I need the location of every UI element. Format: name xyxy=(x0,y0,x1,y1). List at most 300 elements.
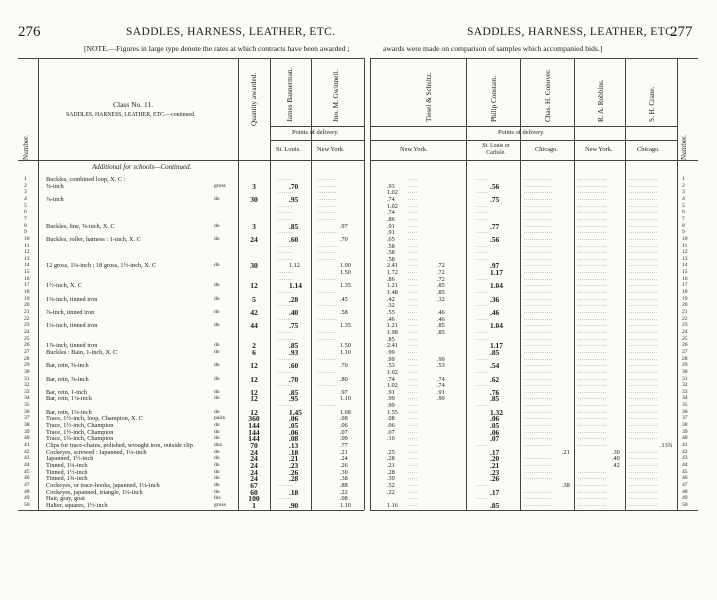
bid-tiesel-1: .58 xyxy=(387,255,395,263)
bid-gwinnell: .21 xyxy=(340,448,348,456)
table-top-rule-left xyxy=(18,58,364,59)
leader-dots: ..... xyxy=(408,176,418,182)
row-number-right: 46 xyxy=(682,475,688,482)
row-number-right: 15 xyxy=(682,269,688,276)
leader-dots: ............... xyxy=(629,395,658,402)
leader-dots: ............... xyxy=(524,395,553,402)
item-unit: do xyxy=(214,282,220,289)
item-description: 1⅛-inch, tinned iron xyxy=(46,295,98,303)
row-number-right: 49 xyxy=(682,495,688,502)
leader-dots: ............... xyxy=(524,182,553,189)
bid-tiesel-2: .72 xyxy=(437,275,445,283)
row-number-left: 4 xyxy=(24,195,27,202)
bid-tiesel-2: .53 xyxy=(437,362,445,370)
leader-dots: ........ xyxy=(278,481,294,488)
leader-dots: ............... xyxy=(524,295,553,302)
bid-tiesel-1: .58 xyxy=(387,249,395,257)
bid-constam: .17 xyxy=(490,447,500,457)
leader-dots: ............... xyxy=(629,488,658,495)
bid-tiesel-2: .74 xyxy=(437,382,445,390)
leader-dots: ..... xyxy=(408,395,418,402)
leader-dots: ............... xyxy=(524,388,553,395)
bid-tiesel-1: .99 xyxy=(387,348,395,356)
bid-bannerman: .23 xyxy=(289,460,299,470)
bid-tiesel-1: .91 xyxy=(387,388,395,396)
points-of-delivery-right: Points of delivery. xyxy=(498,129,545,136)
leader-dots: ...... xyxy=(476,328,488,335)
leader-dots: ............... xyxy=(524,355,553,362)
right-page-number: 277 xyxy=(670,24,693,40)
bid-bannerman: .18 xyxy=(289,487,299,497)
points-of-delivery-left: Points of delivery. xyxy=(292,129,339,136)
leader-dots: ........ xyxy=(278,275,294,282)
bid-tiesel-1: .91 xyxy=(387,229,395,237)
leader-dots: ..... xyxy=(408,215,418,222)
row-number-left: 2 xyxy=(24,182,27,189)
row-number-right: 18 xyxy=(682,289,688,296)
item-description: ⅞-inch, tinned iron xyxy=(46,309,95,316)
bid-tiesel-1: .42 xyxy=(387,295,395,303)
quantity-awarded: 3 xyxy=(252,181,256,191)
leader-dots: ..... xyxy=(408,235,418,242)
rpoint-chicago-2: Chicago. xyxy=(637,146,660,153)
leader-dots: ............... xyxy=(524,189,553,196)
row-number-left: 37 xyxy=(24,415,30,422)
row-number-right: 42 xyxy=(682,448,688,455)
quantity-awarded: 360 xyxy=(248,414,260,424)
leader-dots: ............... xyxy=(629,262,658,269)
leader-dots: ...... xyxy=(476,315,488,322)
row-number-left: 42 xyxy=(24,448,30,455)
quantity-awarded: 30 xyxy=(250,194,258,204)
bid-constam: .85 xyxy=(490,394,500,404)
leader-dots: ............... xyxy=(524,255,553,262)
leader-dots: ............... xyxy=(578,348,607,355)
leader-dots: ........ xyxy=(278,242,294,249)
bid-constam: 1.32 xyxy=(490,407,503,417)
leader-dots: ..... xyxy=(408,295,418,302)
item-description: Buckles, combined loop, X. C : xyxy=(46,176,126,183)
leader-dots: ............... xyxy=(524,302,553,309)
quantity-awarded: 12 xyxy=(250,361,258,371)
leader-dots: ............... xyxy=(578,368,607,375)
item-unit: do xyxy=(214,295,220,302)
leader-dots: ............... xyxy=(524,475,553,482)
bid-tiesel-1: .91 xyxy=(387,222,395,230)
leader-dots: ..... xyxy=(408,242,418,249)
leader-dots: ..... xyxy=(408,255,418,262)
right-note: awards were made on comparison of samples which accompanied bids.] xyxy=(383,44,603,53)
bid-gwinnell: .08 xyxy=(340,415,348,423)
bid-bannerman: .70 xyxy=(289,374,299,384)
row-number-left: 22 xyxy=(24,315,30,322)
leader-dots: ........ xyxy=(278,215,294,222)
bid-bannerman: .40 xyxy=(289,308,299,317)
row-number-left: 28 xyxy=(24,355,30,362)
vrule xyxy=(38,58,39,510)
bid-tiesel-1: .07 xyxy=(387,428,395,436)
bid-bannerman: .08 xyxy=(289,434,299,444)
item-description: Clips for trace-chains, polished, wrought iron, outside clip xyxy=(46,442,193,449)
bid-constam: .36 xyxy=(490,294,500,304)
row-number-left: 24 xyxy=(24,328,30,335)
leader-dots: ............... xyxy=(629,461,658,468)
point-new-york: New York. xyxy=(317,146,345,153)
leader-dots: ............... xyxy=(629,295,658,302)
row-number-right: 24 xyxy=(682,328,688,335)
item-unit: do xyxy=(214,375,220,382)
leader-dots: ............... xyxy=(524,422,553,429)
header-bottom-rule-right xyxy=(370,160,698,161)
row-number-right: 31 xyxy=(682,375,688,382)
bid-bannerman: .60 xyxy=(289,234,299,244)
row-number-left: 49 xyxy=(24,495,30,502)
leader-dots: .......... xyxy=(318,229,337,236)
bid-gwinnell: 1.68 xyxy=(340,408,351,416)
left-page-number: 276 xyxy=(18,24,41,40)
row-number-right: 17 xyxy=(682,282,688,289)
bid-bannerman: .18 xyxy=(289,447,299,457)
item-unit: do xyxy=(214,435,220,442)
leader-dots: ............... xyxy=(629,215,658,222)
leader-dots: ............... xyxy=(578,402,607,409)
quantity-awarded: 12 xyxy=(250,387,258,397)
leader-dots: ............... xyxy=(578,475,607,482)
bid-constam: .06 xyxy=(490,427,500,437)
leader-dots: .......... xyxy=(318,242,337,249)
leader-dots: ..... xyxy=(408,481,418,488)
leader-dots: ...... xyxy=(476,255,488,262)
row-number-left: 44 xyxy=(24,461,30,468)
leader-dots: ............... xyxy=(629,249,658,256)
leader-dots: ..... xyxy=(408,422,418,429)
row-number-right: 43 xyxy=(682,455,688,462)
row-number-right: 2 xyxy=(682,182,685,189)
row-number-left: 50 xyxy=(24,501,30,508)
bid-constam: .23 xyxy=(490,467,500,477)
leader-dots: ............... xyxy=(578,229,607,236)
leader-dots: ............... xyxy=(629,195,658,202)
leader-dots: ........ xyxy=(278,402,294,409)
leader-dots: ..... xyxy=(408,455,418,462)
row-number-right: 14 xyxy=(682,262,688,269)
bid-gwinnell: .06 xyxy=(340,422,348,430)
leader-dots: ............... xyxy=(578,322,607,329)
bid-constam: .54 xyxy=(490,361,500,371)
leader-dots: ............... xyxy=(524,309,553,315)
row-number-right: 21 xyxy=(682,309,688,315)
bid-constam: .85 xyxy=(490,500,500,510)
leader-dots: .......... xyxy=(318,209,337,216)
bid-robbins: .42 xyxy=(612,461,620,469)
leader-dots: ............... xyxy=(578,235,607,242)
quantity-awarded-label: Quantity awarded. xyxy=(250,72,258,126)
number-label-left: Number. xyxy=(22,135,30,160)
bid-tiesel-1: 1.02 xyxy=(387,202,398,210)
bid-tiesel-1: .74 xyxy=(387,209,395,217)
leader-dots: ............... xyxy=(524,362,553,369)
row-number-left: 29 xyxy=(24,362,30,369)
bid-gwinnell: .22 xyxy=(340,488,348,496)
bid-tiesel-2: .46 xyxy=(437,315,445,323)
bid-tiesel-1: .65 xyxy=(387,235,395,243)
leader-dots: ..... xyxy=(408,322,418,329)
bid-constam: 1.04 xyxy=(490,281,503,291)
bid-robbins: .40 xyxy=(612,455,620,463)
leader-dots: ...... xyxy=(476,275,488,282)
leader-dots: ............... xyxy=(629,415,658,422)
leader-dots: ........ xyxy=(278,209,294,216)
leader-dots: ........ xyxy=(278,355,294,362)
row-number-left: 34 xyxy=(24,395,30,402)
bid-constam: 1.17 xyxy=(490,268,503,278)
section-heading: Additional for schools—Continued. xyxy=(92,163,192,171)
bid-gwinnell: 1.50 xyxy=(340,269,351,277)
item-unit: do xyxy=(214,322,220,329)
bid-tiesel-1: .25 xyxy=(387,448,395,456)
row-number-left: 38 xyxy=(24,422,30,429)
row-number-right: 23 xyxy=(682,322,688,329)
leader-dots: ............... xyxy=(629,202,658,209)
bid-tiesel-1: 1.98 xyxy=(387,328,398,336)
row-number-left: 46 xyxy=(24,475,30,482)
row-number-right: 35 xyxy=(682,402,688,409)
leader-dots: ............... xyxy=(524,222,553,229)
leader-dots: ............... xyxy=(578,335,607,342)
quantity-awarded: 5 xyxy=(252,294,256,304)
quantity-awarded: 30 xyxy=(250,261,258,271)
leader-dots: ............... xyxy=(524,195,553,202)
leader-dots: ..... xyxy=(408,289,418,296)
leader-dots: .......... xyxy=(318,335,337,342)
leader-dots: ............... xyxy=(524,468,553,475)
header-bottom-rule-left xyxy=(18,160,364,161)
leader-dots: ...... xyxy=(476,189,488,196)
leader-dots: ............... xyxy=(524,501,553,508)
bid-tiesel-1: .10 xyxy=(387,435,395,443)
leader-dots: ............... xyxy=(629,222,658,229)
item-description: 12 gross, 1¼-inch ; 18 gross, 1½-inch, X. C xyxy=(46,262,157,270)
bid-conover: .21 xyxy=(562,448,570,456)
bid-tiesel-1: 1.55 xyxy=(387,408,398,416)
leader-dots: ............... xyxy=(524,315,553,322)
item-description: Cockeyes, japanned, triangle, 1¼-inch xyxy=(46,488,143,496)
bidder-crane: S. H. Crane. xyxy=(648,86,656,122)
leader-dots: ............... xyxy=(578,342,607,349)
bid-tiesel-1: .99 xyxy=(387,355,395,363)
quantity-awarded: 6 xyxy=(252,347,256,357)
bidder-gwinnell: Jno. M. Gwinnell. xyxy=(332,69,340,122)
leader-dots: ..... xyxy=(408,428,418,435)
row-number-right: 41 xyxy=(682,442,688,448)
row-number-left: 13 xyxy=(24,255,30,262)
quantity-awarded: 24 xyxy=(250,447,258,457)
item-description: Buckles, line, ⅝-inch, X. C xyxy=(46,222,115,230)
item-unit: do xyxy=(214,481,220,488)
leader-dots: ............... xyxy=(629,302,658,309)
leader-dots: ............... xyxy=(629,189,658,196)
leader-dots: ...... xyxy=(476,209,488,216)
item-description: 1⅞-inch, tinned iron xyxy=(46,342,98,350)
leader-dots: ..... xyxy=(408,388,418,395)
row-number-left: 33 xyxy=(24,388,30,395)
quantity-awarded: 24 xyxy=(250,454,258,464)
leader-dots: .......... xyxy=(318,402,337,409)
bid-tiesel-1: .06 xyxy=(387,422,395,430)
item-unit: do xyxy=(214,309,220,315)
row-number-right: 5 xyxy=(682,202,685,209)
row-number-right: 30 xyxy=(682,368,688,375)
row-number-left: 17 xyxy=(24,282,30,289)
quantity-awarded: 3 xyxy=(252,221,256,231)
item-unit: do xyxy=(214,235,220,242)
item-unit: do xyxy=(214,388,220,395)
item-unit: do xyxy=(214,475,220,482)
item-unit: do xyxy=(214,428,220,435)
leader-dots: ............... xyxy=(524,455,553,462)
leader-dots: ............... xyxy=(629,328,658,335)
bid-tiesel-1: .86 xyxy=(387,275,395,283)
bid-tiesel-1: .22 xyxy=(387,488,395,496)
leader-dots: ............... xyxy=(524,262,553,269)
quantity-awarded: 67 xyxy=(250,480,258,490)
leader-dots: ...... xyxy=(476,176,488,182)
item-unit: do xyxy=(214,362,220,369)
bid-tiesel-1: 1.21 xyxy=(387,282,398,290)
leader-dots: ..... xyxy=(408,468,418,475)
leader-dots: ..... xyxy=(408,488,418,495)
leader-dots: ..... xyxy=(408,362,418,369)
row-number-right: 50 xyxy=(682,501,688,508)
leader-dots: .......... xyxy=(318,368,337,375)
bid-constam: .20 xyxy=(490,454,500,464)
bid-bannerman: .95 xyxy=(289,194,299,204)
row-number-left: 26 xyxy=(24,342,30,349)
leader-dots: ............... xyxy=(629,422,658,429)
leader-dots: ............... xyxy=(578,275,607,282)
row-number-left: 35 xyxy=(24,402,30,409)
leader-dots: ............... xyxy=(629,428,658,435)
bidder-bannerman: James Bannerman. xyxy=(286,67,294,122)
leader-dots: .......... xyxy=(318,355,337,362)
leader-dots: .......... xyxy=(318,202,337,209)
row-number-right: 26 xyxy=(682,342,688,349)
bid-tiesel-1: .53 xyxy=(387,362,395,370)
leader-dots: ............... xyxy=(524,408,553,415)
leader-dots: ..... xyxy=(408,335,418,342)
leader-dots: ........ xyxy=(278,289,294,296)
item-description: Cockeyes, or trace-hooks, japanned, 1⅛-inch xyxy=(46,481,160,489)
leader-dots: ............... xyxy=(629,235,658,242)
bid-bannerman: .06 xyxy=(289,427,299,437)
bid-bannerman: .26 xyxy=(289,467,299,477)
row-number-left: 7 xyxy=(24,215,27,222)
bid-constam: .62 xyxy=(490,374,500,384)
leader-dots: ............... xyxy=(578,435,607,442)
leader-dots: ............... xyxy=(629,501,658,508)
leader-dots: ........ xyxy=(278,189,294,196)
bid-gwinnell: .08 xyxy=(340,495,348,503)
leader-dots: ..... xyxy=(408,382,418,389)
leader-dots: ...... xyxy=(476,302,488,309)
leader-dots: ..... xyxy=(408,501,418,508)
vrule xyxy=(677,58,678,510)
item-unit: do xyxy=(214,395,220,402)
leader-dots: ............... xyxy=(524,289,553,296)
item-description: Tinned, 1¾-inch xyxy=(46,475,88,483)
leader-dots: ............... xyxy=(629,468,658,475)
row-number-left: 9 xyxy=(24,229,27,236)
leader-dots: ...... xyxy=(476,355,488,362)
leader-dots: ...... xyxy=(476,481,488,488)
bid-tiesel-1: .08 xyxy=(387,415,395,423)
bid-gwinnell: .07 xyxy=(340,428,348,436)
item-unit: do xyxy=(214,468,220,475)
row-number-right: 45 xyxy=(682,468,688,475)
row-number-right: 22 xyxy=(682,315,688,322)
bid-bannerman: .28 xyxy=(289,294,299,304)
leader-dots: ............... xyxy=(629,275,658,282)
leader-dots: ............... xyxy=(629,176,658,182)
item-description: Bar, rein, 1⅛-inch xyxy=(46,395,92,403)
leader-dots: ............... xyxy=(629,448,658,455)
leader-dots: ........ xyxy=(278,302,294,309)
bid-gwinnell: .70 xyxy=(340,235,348,243)
leader-dots: .......... xyxy=(318,182,337,189)
quantity-awarded: 1 xyxy=(252,500,256,510)
bidder-tiesel: Tiesel & Schultz. xyxy=(425,72,433,122)
bidder-robbins: R. A. Robbins. xyxy=(597,79,605,122)
leader-dots: ........ xyxy=(278,202,294,209)
row-number-right: 34 xyxy=(682,395,688,402)
leader-dots: ...... xyxy=(476,202,488,209)
bid-tiesel-1: .30 xyxy=(387,475,395,483)
leader-dots: ............... xyxy=(629,269,658,276)
leader-dots: ............... xyxy=(524,275,553,282)
quantity-awarded: 144 xyxy=(248,427,260,437)
leader-dots: ............... xyxy=(524,342,553,349)
quantity-awarded: 24 xyxy=(250,474,258,484)
leader-dots: .......... xyxy=(318,328,337,335)
item-description: Tinned, 1½-inch xyxy=(46,468,88,476)
leader-dots: ............... xyxy=(578,362,607,369)
bid-bannerman: .95 xyxy=(289,394,299,404)
bid-gwinnell: .97 xyxy=(340,388,348,396)
leader-dots: ...... xyxy=(476,495,488,502)
bid-tiesel-2: .74 xyxy=(437,375,445,383)
item-description: Japanned, 1½-inch xyxy=(46,455,94,463)
leader-dots: ............... xyxy=(578,408,607,415)
bid-constam: 1.04 xyxy=(490,321,503,331)
leader-dots: ............... xyxy=(524,322,553,329)
row-number-left: 39 xyxy=(24,428,30,435)
row-number-left: 6 xyxy=(24,209,27,216)
rpoint-new-york: New York. xyxy=(400,146,428,153)
item-unit: pairs xyxy=(214,415,225,422)
leader-dots: ............... xyxy=(524,249,553,256)
leader-dots: ............... xyxy=(629,255,658,262)
bid-tiesel-2: .85 xyxy=(437,282,445,290)
leader-dots: ............... xyxy=(629,362,658,369)
leader-dots: ............... xyxy=(578,249,607,256)
leader-dots: ..... xyxy=(408,189,418,196)
leader-dots: ........ xyxy=(278,229,294,236)
quantity-awarded: 24 xyxy=(250,467,258,477)
leader-dots: ............... xyxy=(524,442,553,448)
row-number-left: 25 xyxy=(24,335,30,342)
item-unit: do xyxy=(214,342,220,349)
row-number-right: 12 xyxy=(682,249,688,256)
